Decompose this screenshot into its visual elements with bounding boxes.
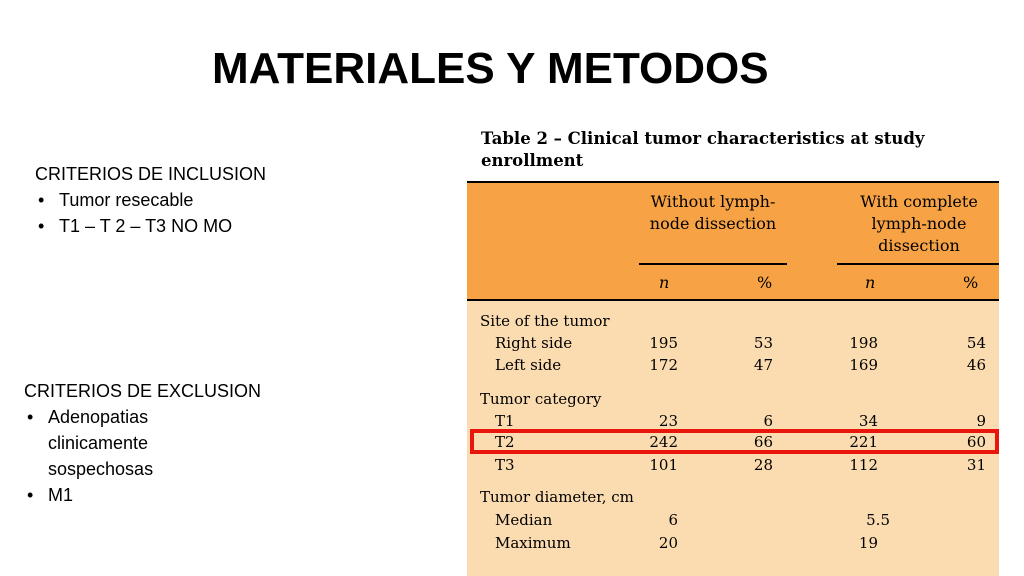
row-label: Maximum — [495, 534, 571, 552]
cell: 169 — [849, 356, 878, 374]
cell: 31 — [966, 456, 986, 474]
table-caption: Table 2 – Clinical tumor characteristics at study enrollment — [481, 129, 925, 170]
col-header-n: n — [659, 273, 670, 292]
inclusion-criteria — [35, 161, 266, 239]
exclusion-heading: CRITERIOS DE EXCLUSION — [24, 381, 262, 401]
cell: 28 — [753, 456, 773, 474]
list-item — [35, 187, 266, 213]
list-item — [24, 482, 198, 508]
row-label: T1 — [495, 412, 515, 430]
section-row — [467, 310, 999, 332]
bullet-icon: • — [38, 216, 45, 236]
list-item-text: Tumor resecable — [59, 190, 194, 210]
cell: 6 — [668, 511, 678, 529]
group-header-with: With complete lymph-node dissection — [860, 192, 978, 255]
cell: 242 — [649, 433, 678, 451]
table-row — [467, 332, 999, 354]
cell: 101 — [649, 456, 678, 474]
list-item-text: Adenopatias clinicamente sospechosas — [48, 407, 154, 479]
bullet-icon: • — [27, 407, 34, 427]
row-label: Left side — [495, 356, 562, 374]
list-item — [35, 213, 266, 239]
section-row — [467, 486, 999, 508]
col-header-pct: % — [757, 273, 773, 292]
list-item-text: M1 — [48, 485, 74, 505]
cell: 46 — [966, 356, 986, 374]
section-label: Site of the tumor — [480, 312, 610, 330]
bullet-icon: • — [27, 485, 34, 505]
cell: 6 — [763, 412, 773, 430]
table-row — [467, 354, 999, 376]
row-label: Right side — [495, 334, 573, 352]
row-label: T2 — [495, 433, 515, 451]
cell: 20 — [658, 534, 678, 552]
list-item — [24, 404, 198, 482]
table-row — [467, 454, 999, 476]
cell: 47 — [753, 356, 773, 374]
inclusion-list — [35, 187, 266, 239]
cell: 172 — [649, 356, 678, 374]
row-label: T3 — [495, 456, 515, 474]
cell: 60 — [966, 433, 986, 451]
group-rule — [837, 263, 999, 265]
col-header-n: n — [865, 273, 876, 292]
list-item-text: T1 – T 2 – T3 NO MO — [59, 216, 233, 236]
cell: 195 — [649, 334, 678, 352]
group-rule — [639, 263, 787, 265]
section-label: Tumor category — [480, 390, 602, 408]
section-label: Tumor diameter, cm — [480, 488, 634, 506]
cell: 9 — [976, 412, 986, 430]
cell: 5.5 — [866, 511, 890, 529]
bullet-icon: • — [38, 190, 45, 210]
cell: 54 — [966, 334, 986, 352]
highlight-box — [470, 429, 999, 454]
inclusion-heading: CRITERIOS DE INCLUSION — [35, 164, 267, 184]
clinical-table — [467, 181, 999, 576]
cell: 34 — [858, 412, 878, 430]
cell: 112 — [849, 456, 878, 474]
cell: 53 — [753, 334, 773, 352]
cell: 198 — [849, 334, 878, 352]
cell: 19 — [858, 534, 878, 552]
cell: 221 — [849, 433, 878, 451]
exclusion-list — [24, 404, 261, 508]
slide-title: MATERIALES Y METODOS — [212, 44, 769, 93]
col-header-pct: % — [963, 273, 979, 292]
cell: 66 — [753, 433, 773, 451]
group-header-without: Without lymph-node dissection — [649, 192, 777, 233]
exclusion-criteria — [24, 378, 261, 508]
table-row — [467, 509, 999, 531]
table-header — [467, 181, 999, 301]
row-label: Median — [495, 511, 553, 529]
table-row — [467, 532, 999, 554]
section-row — [467, 388, 999, 410]
cell: 23 — [658, 412, 678, 430]
